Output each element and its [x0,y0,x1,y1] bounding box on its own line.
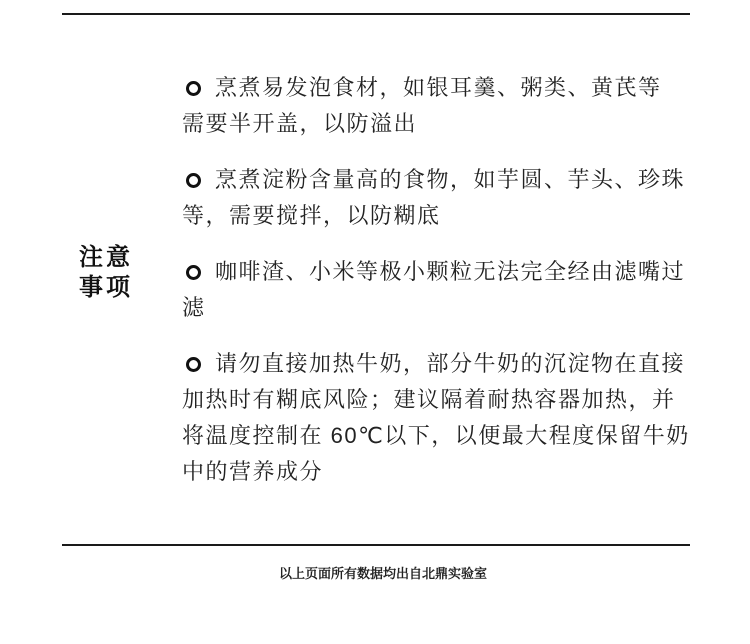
heading-line: 注意 [79,244,133,271]
note-item [182,162,690,234]
hollow-circle-icon [186,357,201,372]
note-line: 请勿直接加热牛奶，部分牛奶的沉淀物在直接 [215,351,686,376]
hollow-circle-icon [186,173,201,188]
note-line: 加热时有糊底风险；建议隔着耐热容器加热，并 [182,387,676,412]
heading-line: 事项 [79,274,133,301]
note-line: 需要半开盖，以防溢出 [182,111,418,136]
notes-list [182,70,690,490]
note-item [182,254,690,326]
note-item [182,70,690,142]
note-item [182,346,690,490]
note-line: 烹煮淀粉含量高的食物，如芋圆、芋头、珍珠 [215,167,686,192]
note-line: 中的营养成分 [182,459,324,484]
note-line: 烹煮易发泡食材，如银耳羹、粥类、黄芪等 [215,75,662,100]
footer-note: 以上页面所有数据均出自北鼎实验室 [278,566,487,581]
bottom-divider [62,544,690,546]
note-line: 咖啡渣、小米等极小颗粒无法完全经由滤嘴过 [215,259,686,284]
hollow-circle-icon [186,81,201,96]
top-divider [62,13,690,15]
notes-heading [79,243,133,303]
note-line: 将温度控制在 60℃以下，以便最大程度保留牛奶 [182,423,690,448]
hollow-circle-icon [186,265,201,280]
note-line: 等，需要搅拌，以防糊底 [182,203,441,228]
note-line: 滤 [182,295,206,320]
